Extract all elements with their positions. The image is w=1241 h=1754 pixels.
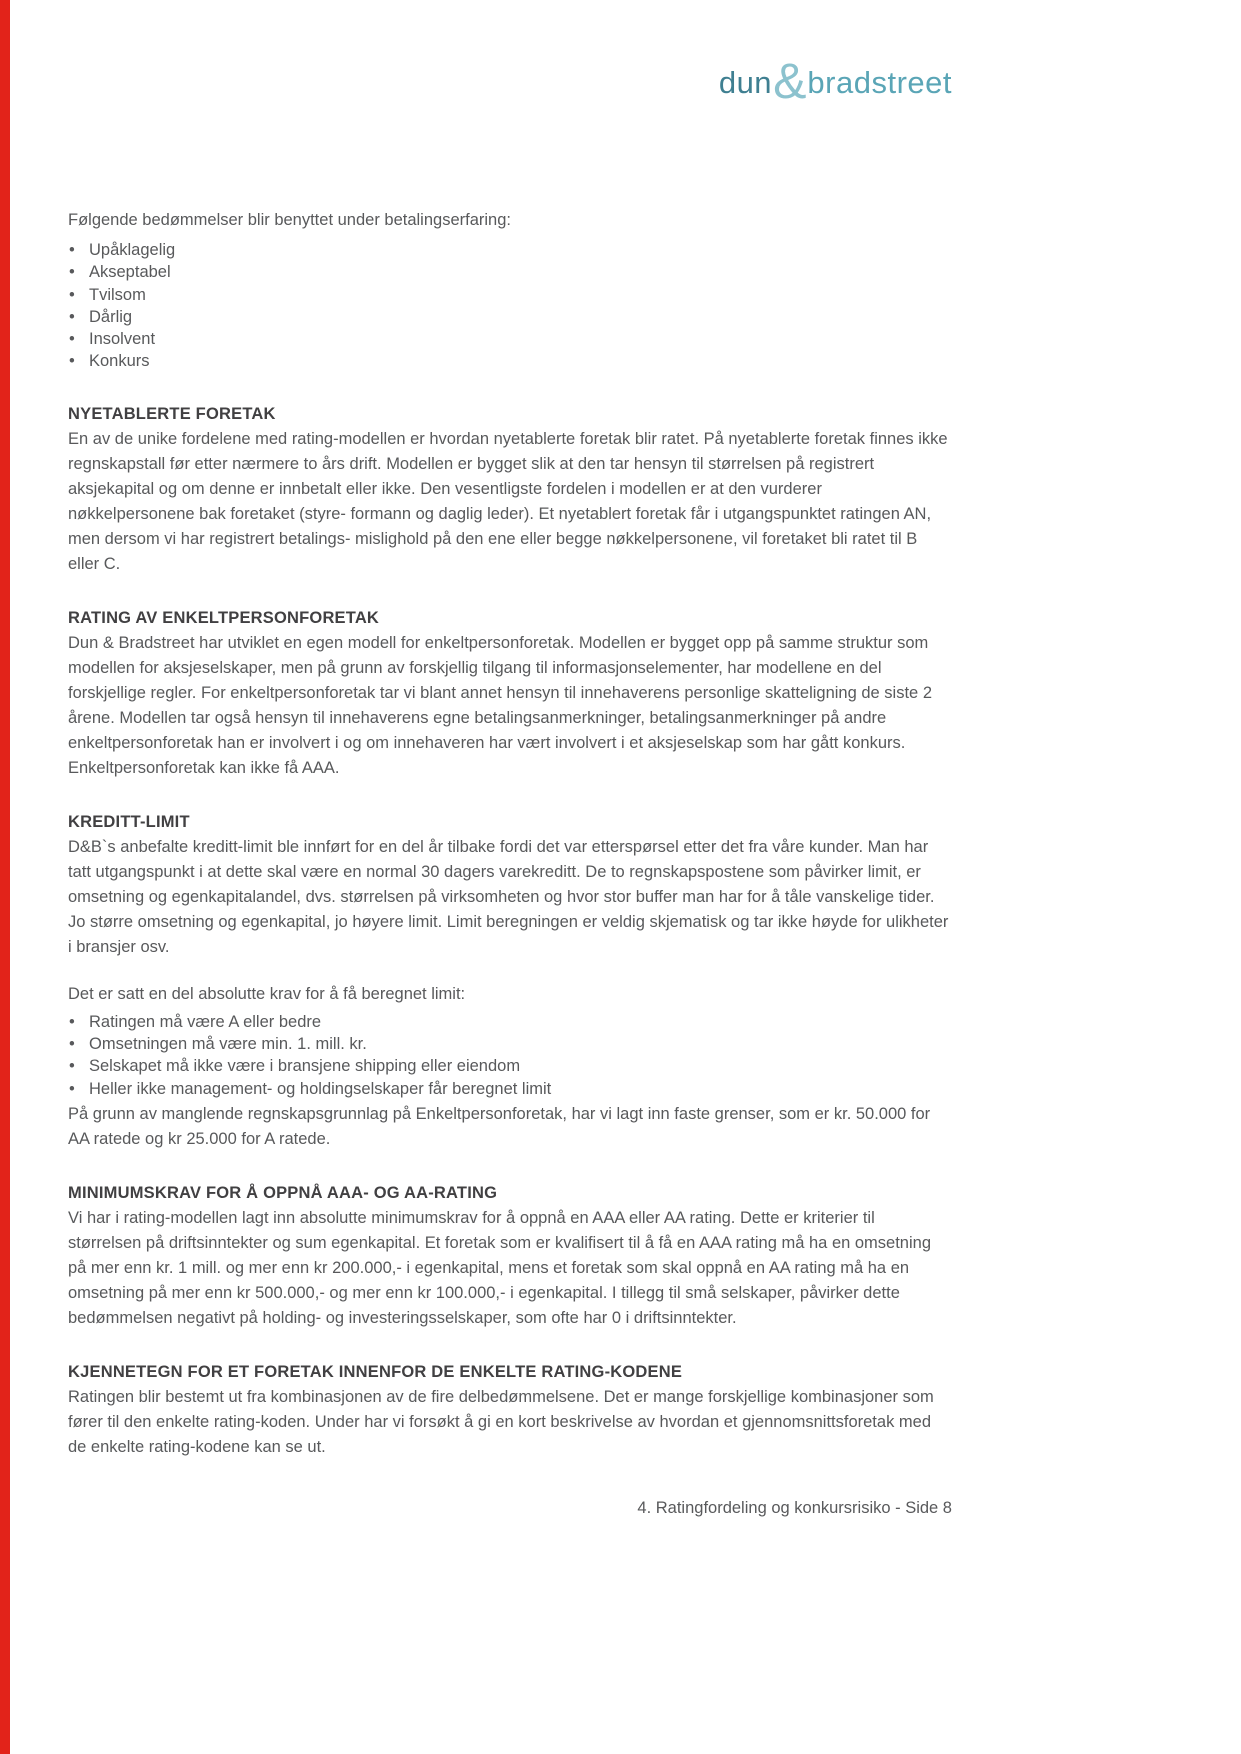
section-heading: KREDITT-LIMIT: [68, 812, 190, 831]
section-paragraph: Ratingen blir bestemt ut fra kombinasjonen av de fire delbedømmelsene. Det er mange forskjellige kombinasjoner som fører til den enkelte rating-koden. Under har vi forsøkt å gi en kort beskrivelse av hvordan et gjennomsnittsforetak med de enkelte rating-kodene kan se ut.: [68, 1387, 934, 1456]
list-item: • Konkurs: [68, 350, 952, 372]
requirements-list: [68, 1011, 952, 1100]
list-item: • Omsetningen må være min. 1. mill. kr.: [68, 1033, 952, 1055]
requirements-lead: Det er satt en del absolutte krav for å få beregnet limit:: [68, 984, 466, 1003]
section-minimumskrav: [68, 1182, 952, 1331]
list-item: • Upåklagelig: [68, 239, 952, 261]
limit-requirements-block: [68, 982, 952, 1100]
section-heading: NYETABLERTE FORETAK: [68, 404, 276, 423]
list-item: • Dårlig: [68, 306, 952, 328]
list-item: • Akseptabel: [68, 261, 952, 283]
intro-block: [68, 208, 952, 373]
section-heading: MINIMUMSKRAV FOR Å OPPNÅ AAA- OG AA-RATING: [68, 1183, 498, 1202]
assessment-list: [68, 239, 952, 373]
list-item: • Selskapet må ikke være i bransjene shipping eller eiendom: [68, 1055, 952, 1077]
list-item: • Insolvent: [68, 328, 952, 350]
accent-bar: [0, 0, 10, 1754]
logo-ampersand-icon: &: [773, 53, 807, 109]
section-paragraph: Vi har i rating-modellen lagt inn absolutte minimumskrav for å oppnå en AAA eller AA rating. Dette er kriterier til størrelsen på driftsinntekter og sum egenkapital. Et foretak som er kvalifisert til å få en AAA rating må ha en omsetning på mer enn kr. 1 mill. og mer enn kr 200.000,- i egenkapital, mens et foretak som skal oppnå en AA rating må ha en omsetning på mer enn kr 500.000,- og mer enn kr 100.000,- i egenkapital. I tillegg til små selskaper, påvirker dette bedømmelsen negativt på holding- og investeringsselskaper, som ofte har 0 i driftsinntekter.: [68, 1208, 932, 1327]
section-heading: RATING AV ENKELTPERSONFORETAK: [68, 608, 380, 627]
logo-word-bradstreet: bradstreet: [807, 65, 952, 100]
section-nyetablerte-foretak: [68, 403, 952, 577]
list-item: • Ratingen må være A eller bedre: [68, 1011, 952, 1033]
section-heading: KJENNETEGN FOR ET FORETAK INNENFOR DE ENKELTE RATING-KODENE: [68, 1362, 683, 1381]
limit-note-paragraph: På grunn av manglende regnskapsgrunnlag på Enkeltpersonforetak, har vi lagt inn faste grenser, som er kr. 50.000 for AA ratede og kr 25.000 for A ratede.: [68, 1104, 931, 1148]
section-kreditt-limit: [68, 811, 952, 1152]
section-kjennetegn: [68, 1361, 952, 1460]
section-paragraph: D&B`s anbefalte kreditt-limit ble innført for en del år tilbake fordi det var etterspørsel etter det fra våre kunder. Man har tatt utgangspunkt i at dette skal være en normal 30 dagers varekreditt. De to regnskapspostene som påvirker limit, er omsetning og egenkapitalandel, dvs. størrelsen på virksomheten og hvor stor buffer man har for å tåle vanskelige tider. Jo større omsetning og egenkapital, jo høyere limit. Limit beregningen er veldig skjematisk og tar ikke høyde for ulikheter i bransjer osv.: [68, 837, 949, 956]
section-rating-enkeltpersonforetak: [68, 607, 952, 781]
list-item: • Tvilsom: [68, 284, 952, 306]
list-item: • Heller ikke management- og holdingselskaper får beregnet limit: [68, 1078, 952, 1100]
section-paragraph: En av de unike fordelene med rating-modellen er hvordan nyetablerte foretak blir ratet. På nyetablerte foretak finnes ikke regnskapstall før etter nærmere to års drift. Modellen er bygget slik at den tar hensyn til størrelsen på registrert aksjekapital og om denne er innbetalt eller ikke. Den vesentligste fordelen i modellen er at den vurderer nøkkelpersonene bak foretaket (styre- formann og daglig leder). Et nyetablert foretak får i utgangspunktet ratingen AN, men dersom vi har registrert betalings- mislighold på den ene eller begge nøkkelpersonene, vil foretaket bli ratet til B eller C.: [68, 429, 948, 573]
intro-lead: Følgende bedømmelser blir benyttet under betalingserfaring:: [68, 211, 511, 229]
logo-word-dun: dun: [718, 65, 773, 100]
page-content: [68, 0, 952, 1460]
page-footer: 4. Ratingfordeling og konkursrisiko - Side 8: [637, 1499, 952, 1517]
dun-bradstreet-logo: [68, 53, 952, 112]
section-paragraph: Dun & Bradstreet har utviklet en egen modell for enkeltpersonforetak. Modellen er bygget opp på samme struktur som modellen for aksjeselskaper, men på grunn av forskjellig tilgang til informasjonselementer, har modellene en del forskjellige regler. For enkeltpersonforetak tar vi blant annet hensyn til innehaverens personlige skatteligning de siste 2 årene. Modellen tar også hensyn til innehaverens egne betalingsanmerkninger, betalingsanmerkninger på andre enkeltpersonforetak han er involvert i og om innehaveren har vært involvert i et aksjeselskap som har gått konkurs. Enkeltpersonforetak kan ikke få AAA.: [68, 633, 932, 777]
